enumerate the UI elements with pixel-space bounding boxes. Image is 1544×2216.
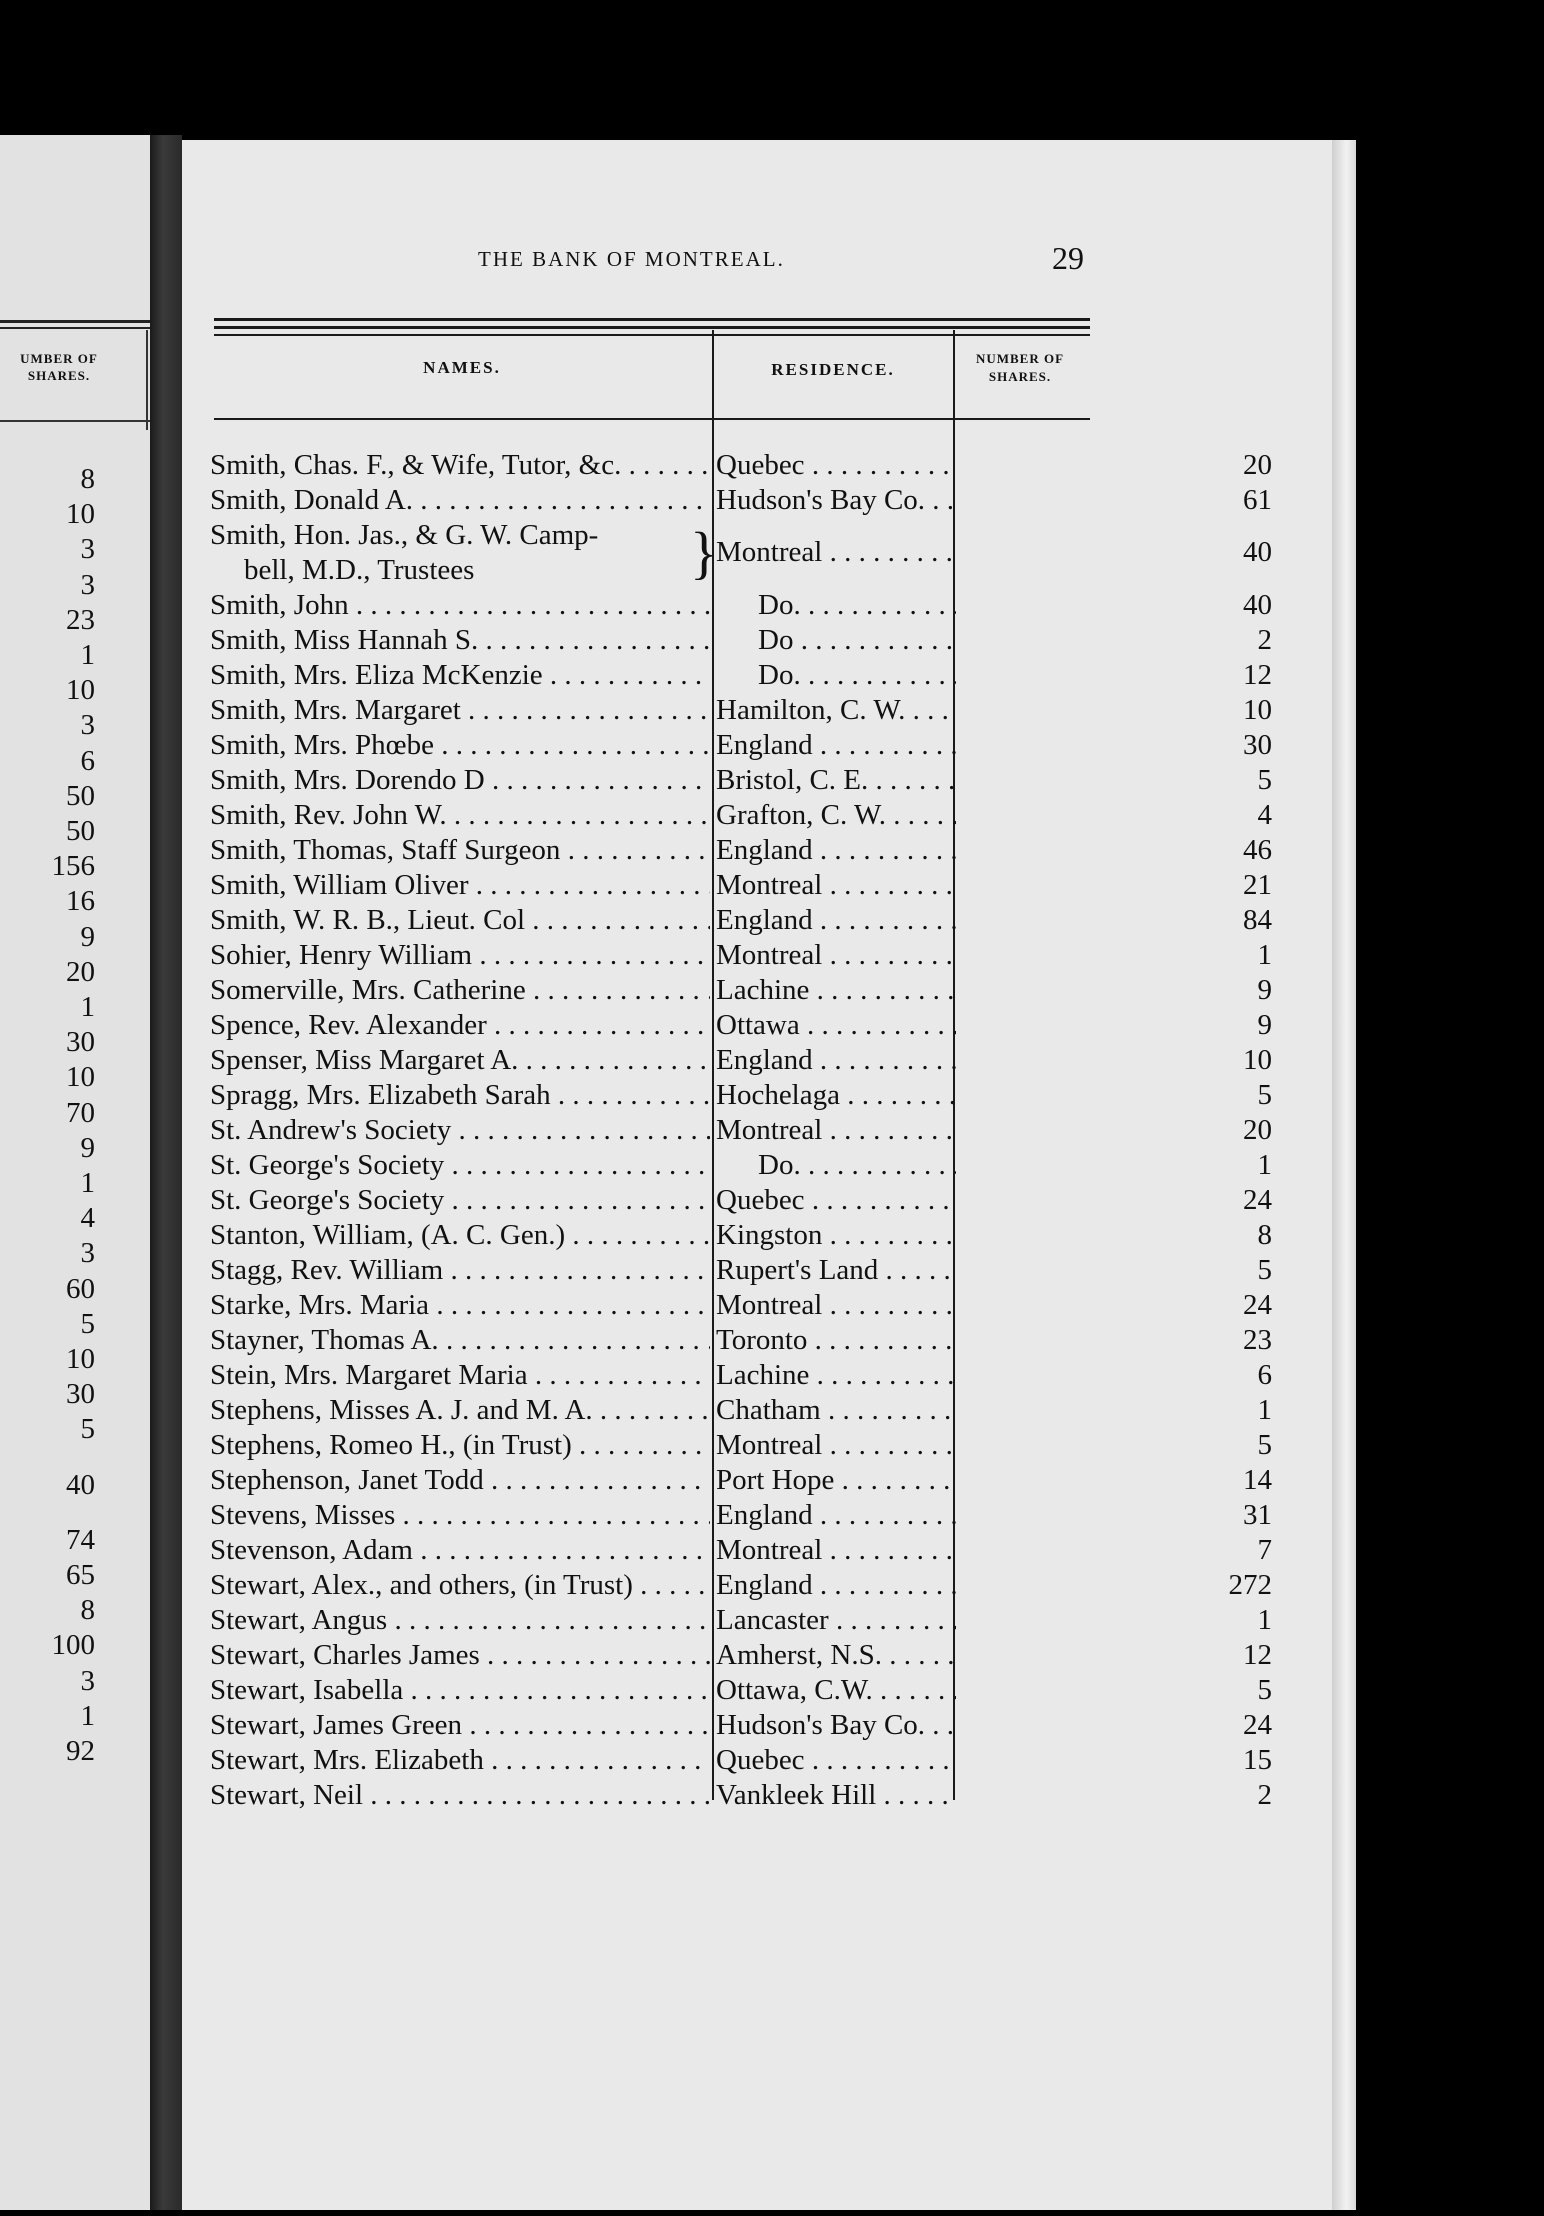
shareholder-shares: 5 [1257,1079,1272,1111]
left-shares-value: 3 [80,533,95,566]
shareholder-shares: 7 [1257,1534,1272,1566]
shareholder-shares: 23 [1243,1324,1272,1356]
left-shares-value: 20 [66,955,95,988]
shareholder-shares: 5 [1257,1429,1272,1461]
left-shares-value: 30 [66,1026,95,1059]
shares-header-line1: NUMBER OF [975,351,1065,366]
table-row [210,1498,1272,1533]
table-row [210,763,1272,798]
shareholder-residence: Kingston . . . [716,1218,956,1253]
shareholder-residence: Quebec . . . [716,1183,956,1218]
shareholder-name: Starke, Mrs. Maria . . . [210,1288,710,1323]
table-row [210,623,1272,658]
shareholder-residence: Do. . . . [716,1148,956,1183]
left-shares-value: 6 [80,744,95,777]
table-row [210,483,1272,518]
page-gutter-shadow [150,135,182,2210]
shareholder-name: Spence, Rev. Alexander . . . [210,1008,710,1043]
left-shares-value: 70 [66,1096,95,1129]
shareholder-residence: Montreal . . . [716,1113,956,1148]
shareholder-name: Stewart, Alex., and others, (in Trust) . . . [210,1568,710,1603]
shareholder-shares: 40 [1243,589,1272,621]
shareholder-shares: 2 [1257,1779,1272,1811]
left-top-rule [0,320,150,323]
shareholder-name: St. George's Society . . . [210,1183,710,1218]
left-shares-value: 10 [66,1343,95,1375]
left-column-divider [146,330,148,430]
table-row [210,1113,1272,1148]
shareholder-name: Spenser, Miss Margaret A. . . . [210,1043,710,1078]
left-shares-value: 156 [51,850,95,883]
shareholder-shares: 12 [1243,659,1272,691]
table-row [210,868,1272,903]
top-rule-3 [214,334,1090,336]
shareholder-residence: Montreal . . . [716,1428,956,1463]
left-shares-value: 9 [80,920,95,953]
shareholder-shares: 10 [1243,694,1272,726]
left-shares-value: 8 [80,1594,95,1627]
left-header-rule [0,420,150,422]
left-header-line1: UMBER OF [20,351,98,366]
left-shares-value: 3 [80,1664,95,1697]
shareholder-name: Smith, Mrs. Eliza McKenzie . . . [210,658,710,693]
table-row [210,1358,1272,1393]
shareholder-name: Smith, Mrs. Margaret . . . [210,693,710,728]
left-shares-value: 1 [80,1167,95,1199]
shareholder-name: St. Andrew's Society . . . [210,1113,710,1148]
left-shares-value: 3 [80,709,95,742]
shareholder-shares: 84 [1243,904,1272,936]
shareholder-shares: 31 [1243,1499,1272,1531]
table-row [210,973,1272,1008]
left-shares-value: 10 [66,674,95,707]
shareholder-residence: Bristol, C. E. . . . [716,763,956,798]
shareholder-shares: 6 [1257,1359,1272,1391]
shareholder-residence: Ottawa . . . [716,1008,956,1043]
shareholder-shares: 10 [1243,1044,1272,1076]
shares-header-line2: SHARES. [988,369,1052,384]
shareholder-shares: 5 [1257,764,1272,796]
shareholder-name: Stevens, Misses . . . [210,1498,710,1533]
shareholder-residence: Hudson's Bay Co. . . . [716,1708,956,1743]
shareholder-shares: 9 [1257,974,1272,1006]
shareholder-residence: Ottawa, C.W. . . . [716,1673,956,1708]
table-row [210,1463,1272,1498]
shareholder-shares: 14 [1243,1464,1272,1496]
table-row [210,938,1272,973]
table-row [210,588,1272,623]
shareholder-name: Stagg, Rev. William . . . [210,1253,710,1288]
table-row [210,798,1272,833]
shareholder-residence: England . . . [716,728,956,763]
table-row [210,1778,1272,1813]
left-top-rule-2 [0,327,150,329]
left-shares-value: 40 [66,1468,95,1501]
shareholder-residence: Lachine . . . [716,1358,956,1393]
shareholder-residence: Amherst, N.S. . . . [716,1638,956,1673]
table-row [210,693,1272,728]
left-header-line2: SHARES. [27,368,91,383]
shareholder-shares: 24 [1243,1709,1272,1741]
shareholder-shares: 2 [1257,624,1272,656]
shareholder-residence: Rupert's Land . . . [716,1253,956,1288]
table-row [210,1533,1272,1568]
shareholder-residence: England . . . [716,1568,956,1603]
shareholder-name: Stewart, Neil . . . [210,1778,710,1813]
left-shares-value: 1 [80,639,95,671]
shareholder-shares: 12 [1243,1639,1272,1671]
left-shares-value: 1 [80,1699,95,1732]
shareholder-name: Smith, John . . . [210,588,710,623]
shareholder-shares: 15 [1243,1744,1272,1776]
shareholder-shares: 4 [1257,799,1272,831]
table-row [210,658,1272,693]
table-row [210,1183,1272,1218]
shareholder-name: Stewart, Angus . . . [210,1603,710,1638]
table-row [210,1008,1272,1043]
page-number: 29 [1052,240,1084,276]
shareholder-shares: 1 [1257,1604,1272,1636]
left-shares-value: 1 [80,991,95,1023]
shareholder-shares: 1 [1257,939,1272,971]
shareholder-name: Smith, Rev. John W. . . . [210,798,710,833]
shareholder-name: Stanton, William, (A. C. Gen.) . . . [210,1218,710,1253]
shareholder-shares: 1 [1257,1394,1272,1426]
left-shares-value: 50 [66,779,95,812]
table-row [210,833,1272,868]
table-row [210,1673,1272,1708]
left-shares-value: 9 [80,1131,95,1164]
table-row [210,1323,1272,1358]
table-row [210,1393,1272,1428]
shareholder-residence: England . . . [716,1043,956,1078]
shareholder-residence: Toronto . . . [716,1323,956,1358]
shareholder-name: St. George's Society . . . [210,1148,710,1183]
shareholder-residence: Montreal . . . [716,1533,956,1568]
shareholder-name: Stein, Mrs. Margaret Maria . . . [210,1358,710,1393]
shareholder-residence: Quebec . . . [716,448,956,483]
shareholder-residence: Vankleek Hill . . . [716,1778,956,1813]
shareholder-name: Stayner, Thomas A. . . . [210,1323,710,1358]
left-shares-value: 3 [80,568,95,601]
shareholder-name: Smith, Miss Hannah S. . . . [210,623,710,658]
shareholder-name: Stewart, James Green . . . [210,1708,710,1743]
shareholder-residence: England . . . [716,833,956,868]
left-shares-value: 16 [66,885,95,918]
left-shares-value: 60 [66,1272,95,1305]
shareholder-name: Smith, W. R. B., Lieut. Col . . . [210,903,710,938]
shareholder-residence: Hudson's Bay Co. . . . [716,483,956,518]
shareholder-shares: 272 [1228,1569,1272,1601]
top-rule-2 [214,326,1090,329]
table-row [210,1043,1272,1078]
shareholder-shares: 1 [1257,1149,1272,1181]
header-rule [214,418,1090,420]
running-head: THE BANK OF MONTREAL. [478,247,785,271]
left-shares-value: 74 [66,1523,95,1556]
shareholder-name: Stephenson, Janet Todd . . . [210,1463,710,1498]
shareholder-residence: Hamilton, C. W. . . . [716,693,956,728]
table-row [210,1428,1272,1463]
table-row [210,448,1272,483]
left-shares-value: 92 [66,1735,95,1767]
shareholder-table [210,448,1272,1813]
left-shares-value: 10 [66,498,95,531]
shareholder-name-line1: Smith, Hon. Jas., & G. W. Camp- [210,519,599,551]
shareholder-residence: England . . . [716,903,956,938]
shareholder-name: Sohier, Henry William . . . [210,938,710,973]
shareholder-name: Smith, Mrs. Dorendo D . . . [210,763,710,798]
table-row [210,1218,1272,1253]
shareholder-shares: 5 [1257,1254,1272,1286]
shareholder-shares: 20 [1243,1114,1272,1146]
left-shares-value: 100 [51,1629,95,1662]
left-shares-value: 23 [66,603,95,636]
table-row [210,1603,1272,1638]
shareholder-shares: 8 [1257,1219,1272,1251]
left-shares-value: 3 [80,1237,95,1270]
shareholder-residence: Lancaster . . . [716,1603,956,1638]
shareholder-shares: 30 [1243,729,1272,761]
table-row [210,1708,1272,1743]
table-row [210,1253,1272,1288]
left-shares-value: 8 [80,463,95,495]
shareholder-shares: 20 [1243,449,1272,481]
shareholder-residence: Do . . . [716,623,956,658]
shareholder-name: Stephens, Misses A. J. and M. A. . . . [210,1393,710,1428]
residence-column-header: RESIDENCE. [771,360,895,379]
shareholder-residence: Do. . . . [716,588,956,623]
left-shares-value: 30 [66,1378,95,1411]
shareholder-name: Stephens, Romeo H., (in Trust) . . . [210,1428,710,1463]
left-shares-header [0,350,118,384]
shareholder-shares: 21 [1243,869,1272,901]
shares-column-header [955,350,1085,386]
shareholder-residence: Montreal . . . [716,938,956,973]
shareholder-name: Smith, Donald A. . . . [210,483,710,518]
left-shares-value: 50 [66,815,95,847]
shareholder-residence: England . . . [716,1498,956,1533]
left-shares-value: 5 [80,1307,95,1340]
shareholder-name: Smith, William Oliver . . . [210,868,710,903]
table-row [210,1148,1272,1183]
left-shares-value: 10 [66,1061,95,1094]
shareholder-shares: 40 [1243,536,1272,568]
shareholder-shares: 24 [1243,1289,1272,1321]
shareholder-residence: Quebec . . . [716,1743,956,1778]
table-row [210,728,1272,763]
shareholder-name: Stewart, Mrs. Elizabeth . . . [210,1743,710,1778]
table-row [210,903,1272,938]
shareholder-name-line2: bell, M.D., Trustees [244,554,475,586]
left-shares-value: 4 [80,1202,95,1235]
shareholder-residence: Montreal . . . [716,868,956,903]
shareholder-residence: Montreal . . . [716,535,956,570]
names-column-header: NAMES. [423,358,501,377]
shareholder-name: Somerville, Mrs. Catherine . . . [210,973,710,1008]
top-rule [214,318,1090,321]
shareholder-residence: Grafton, C. W. . . . [716,798,956,833]
shareholder-shares: 5 [1257,1674,1272,1706]
shareholder-shares: 24 [1243,1184,1272,1216]
shareholder-residence: Chatham . . . [716,1393,956,1428]
brace-mark: } [690,520,718,585]
table-row [210,1743,1272,1778]
table-row [210,1568,1272,1603]
shareholder-shares: 9 [1257,1009,1272,1041]
shareholder-name: Smith, Thomas, Staff Surgeon . . . [210,833,710,868]
shareholder-residence: Do. . . . [716,658,956,693]
shareholder-name: Stewart, Charles James . . . [210,1638,710,1673]
shareholder-residence: Lachine . . . [716,973,956,1008]
shareholder-residence: Port Hope . . . [716,1463,956,1498]
left-shares-value: 5 [80,1413,95,1446]
table-row [210,1288,1272,1323]
page-edge [1332,140,1356,2210]
shareholder-residence: Hochelaga . . . [716,1078,956,1113]
shareholder-name: Smith, Chas. F., & Wife, Tutor, &c. . . . [210,448,710,483]
table-row [210,1638,1272,1673]
table-row [210,1078,1272,1113]
table-row [210,518,1272,588]
shareholder-name: Smith, Mrs. Phœbe . . . [210,728,710,763]
left-shares-value: 65 [66,1559,95,1591]
shareholder-name: Spragg, Mrs. Elizabeth Sarah . . . [210,1078,710,1113]
shareholder-shares: 61 [1243,484,1272,516]
shareholder-name: Stevenson, Adam . . . [210,1533,710,1568]
shareholder-name [210,518,710,588]
shareholder-shares: 46 [1243,834,1272,866]
shareholder-residence: Montreal . . . [716,1288,956,1323]
shareholder-name: Stewart, Isabella . . . [210,1673,710,1708]
